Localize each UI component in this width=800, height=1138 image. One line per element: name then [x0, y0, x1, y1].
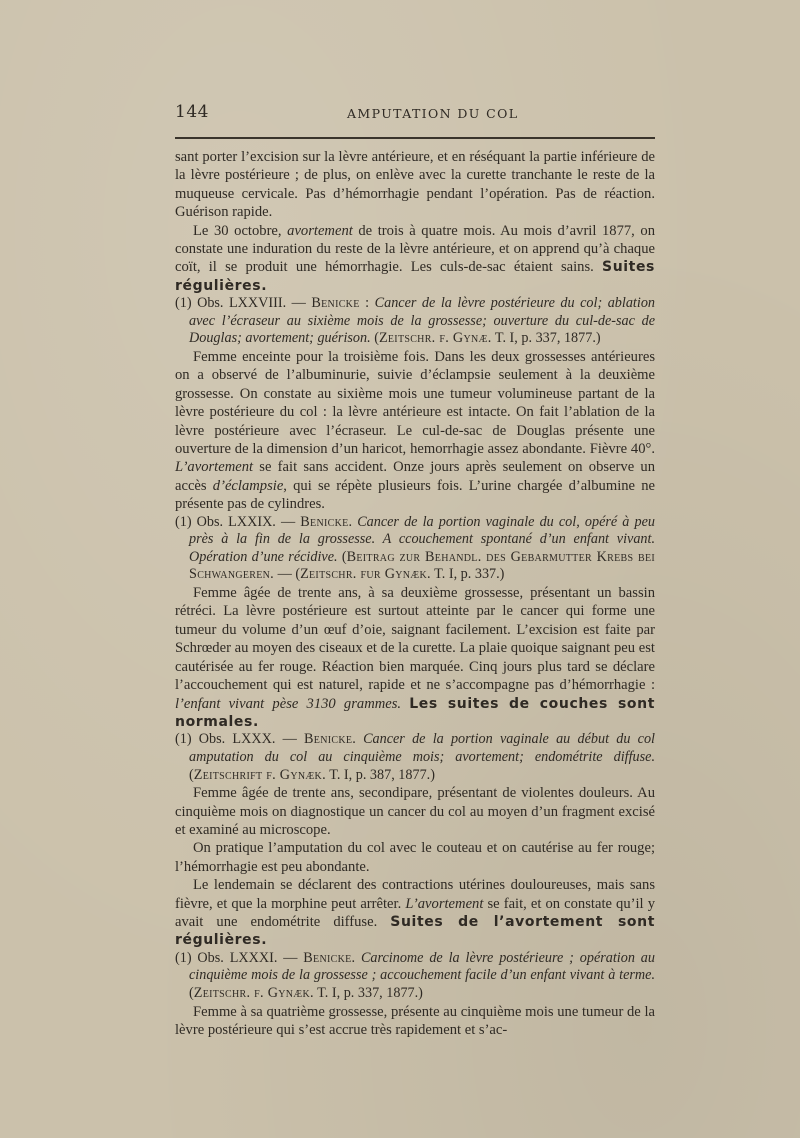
emphasis: d’éclampsie [212, 477, 284, 494]
text: , qui se répète plusieurs fois. L’urine chargée d’albumine ne présente pas de cylindres. [175, 477, 655, 513]
text: Le 30 octobre, [193, 222, 288, 239]
text: . [348, 513, 358, 530]
paragraph-2 [175, 222, 655, 296]
header-rule [175, 137, 655, 139]
note-label: (1) Obs. LXXIX. — [175, 513, 301, 530]
text: Femme enceinte pour la troisième fois. Dans les deux grossesses antérieures on a observé de l’albuminurie, suivie d’éclampsie seulement à la deuxième grossesse. On constate au sixième mois une tumeur volumineuse partant de la lèvre postérieure du col : la lèvre antérieure est intacte. On fait l’ablation de la lèvre postérieure avec l’écraseur. Le cul-de-sac de Douglas présente une ouverture de la dimension d’un haricot, hemorrhagie assez abondante. Fièvre 40°. [175, 349, 655, 458]
text: . [352, 731, 364, 748]
note-label: (1) Obs. LXXX. — [175, 731, 305, 748]
journal: Zeitschr. fur Gynæk. [300, 566, 431, 583]
footnote-obs-81 [175, 950, 655, 1003]
text: : [359, 295, 375, 312]
author: Benicke [303, 949, 352, 966]
footnote-obs-80 [175, 731, 655, 784]
paragraph-3 [175, 348, 655, 514]
note-title: Cancer de la portion vaginale du col, opéré à peu près à la fin de la grossesse. A ccouchement spontané d’un enfant vivant. Opération d’une récidive. [189, 513, 655, 565]
text: ( [370, 330, 379, 347]
author: Benicke [304, 731, 353, 748]
text: — ( [274, 566, 301, 583]
journal: Beitrag zur Behandl. des Gebarmutter Krebs bei Schwangeren. [189, 548, 655, 583]
emphasis: L’avortement [175, 459, 254, 476]
journal: Zeitschr. f. Gynæ. [378, 330, 492, 347]
running-title: AMPUTATION DU COL [347, 106, 519, 121]
paragraph-1: sant porter l’excision sur la lèvre antérieure, et en réséquant la partie inférieure de la lèvre postérieure ; de plus, on enlève avec la curette tranchante le reste de la muqueuse cervicale. Pas d’hémorrhagie pendant l’opération. Pas de réaction. Guérison rapide. [175, 149, 655, 221]
page-body [175, 148, 655, 1039]
footnote-obs-78 [175, 295, 655, 348]
paragraph-6: On pratique l’amputation du col avec le couteau et on cautérise au fer rouge; l’hémorrhagie est peu abondante. [175, 840, 655, 875]
text: ( [337, 548, 347, 565]
note-title: Cancer de la portion vaginale au début du col amputation du col au cinquième mois; avortement; endométrite diffuse. [189, 731, 655, 765]
text: . [351, 949, 361, 966]
citation: T. I, p. 337, 1877.) [313, 984, 423, 1001]
paragraph-5: Femme âgée de trente ans, secondipare, présentant de violentes douleurs. Au cinquième mois on diagnostique un cancer du col au moyen d’un fragment excisé et examiné au microscope. [175, 785, 655, 838]
citation: T. I, p. 387, 1877.) [325, 766, 435, 783]
text: se fait, et on constate qu’il y avait une endométrite diffuse. [175, 895, 655, 930]
emphasis: avortement [287, 222, 353, 239]
paragraph-4 [175, 584, 655, 731]
page-number: 144 [175, 102, 209, 122]
author: Benicke [300, 513, 349, 530]
journal: Zeitschrift f. Gynæk. [193, 766, 326, 783]
note-title: Carcinome de la lèvre postérieure ; opération au cinquième mois de la grossesse ; accouchement facile d’un enfant vivant à terme. [189, 949, 655, 984]
text: se fait sans accident. Onze jours après seulement on observe un accès [175, 459, 655, 494]
emphasis: l’enfant vivant pèse 3130 grammes. [175, 695, 402, 712]
paragraph-7 [175, 876, 655, 950]
journal: Zeitschr. f. Gynæk. [193, 984, 314, 1001]
footnote-obs-79 [175, 514, 655, 584]
bold-phrase: Les suites de couches sont normales. [175, 695, 655, 730]
emphasis: L’avortement [405, 895, 484, 912]
author: Benicke [311, 295, 360, 312]
note-title: Cancer de la lèvre postérieure du col; ablation avec l’écraseur au sixième mois de la grossesse; ouverture du cul-de-sac de Douglas; avortement; guérison. [189, 295, 656, 347]
citation: T. I, p. 337.) [430, 566, 505, 583]
bold-phrase: Suites de l’avortement sont régulières. [175, 913, 655, 949]
note-label: (1) Obs. LXXVIII. — [175, 295, 312, 312]
text: ( [189, 984, 194, 1001]
paragraph-8: Femme à sa quatrième grossesse, présente au cinquième mois une tumeur de la lèvre postérieure qui s’est accrue très rapidement et s’ac- [175, 1003, 655, 1038]
text: Femme âgée de trente ans, à sa deuxième grossesse, présentant un bassin rétréci. La lèvre postérieure est surtout atteinte par le cancer qui forme une tumeur du volume d’un œuf d’oie, saignant facilement. L’excision est faite par Schrœder au moyen des ciseaux et de la curette. La plaie quoique saignant peu est cautérisée au fer rouge. Réaction bien marquée. Cinq jours plus tard se déclare l’accouchement qui est naturel, rapide et ne s’accompagne pas d’hémorrhagie : [175, 585, 655, 694]
text: de trois à quatre mois. Au mois d’avril 1877, on constate une induration du reste de la lèvre antérieure, et on apprend qu’à chaque coït, il se produit une hémorrhagie. Les culs-de-sac étaient sains. [175, 222, 656, 276]
text: ( [189, 766, 194, 783]
bold-phrase: Suites régulières. [175, 259, 655, 294]
citation: T. I, p. 337, 1877.) [491, 330, 601, 347]
text: Le lendemain se déclarent des contractions utérines douloureuses, mais sans fièvre, et que la morphine peut arrêter. [175, 877, 655, 912]
note-label: (1) Obs. LXXXI. — [175, 949, 304, 966]
page-header [175, 102, 655, 126]
